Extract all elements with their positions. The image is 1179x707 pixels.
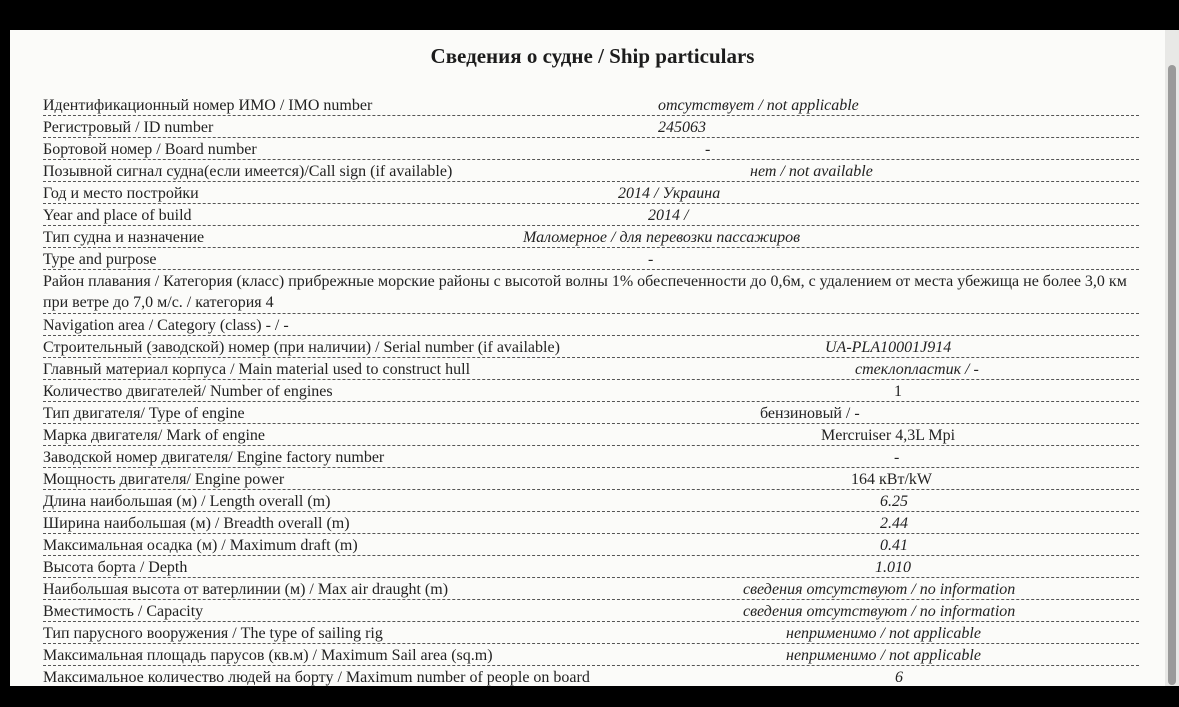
row-label: Высота борта / Depth: [43, 559, 188, 576]
row-year-place-en: [43, 203, 1139, 226]
row-value: -: [648, 251, 654, 268]
row-type-purpose-en: [43, 247, 1139, 270]
row-value: нет / not available: [750, 163, 873, 180]
row-value: отсутствует / not applicable: [658, 97, 859, 114]
row-value: сведения отсутствуют / no information: [743, 603, 1016, 620]
row-air-draught: [43, 577, 1139, 600]
row-label: Длина наибольшая (м) / Length overall (m): [43, 493, 331, 510]
row-label: Мощность двигателя/ Engine power: [43, 471, 285, 488]
row-breadth-overall: [43, 511, 1139, 534]
row-id-number: [43, 115, 1139, 138]
row-navigation-area-en: [43, 313, 1139, 336]
row-value: бензиновый / -: [760, 405, 860, 422]
row-year-place-ru: [43, 181, 1139, 204]
row-label: Тип парусного вооружения / The type of sailing rig: [43, 625, 383, 642]
row-imo: [43, 93, 1139, 116]
row-label: Максимальное количество людей на борту / Maximum number of people on board: [43, 669, 590, 686]
row-value: 1: [894, 383, 902, 400]
row-engine-factory-number: [43, 445, 1139, 468]
row-label: Максимальная площадь парусов (кв.м) / Maximum Sail area (sq.m): [43, 647, 493, 664]
row-sailing-rig: [43, 621, 1139, 644]
row-label: Ширина наибольшая (м) / Breadth overall (m): [43, 515, 350, 532]
row-board-number: [43, 137, 1139, 160]
row-label: Navigation area / Category (class) - / -: [43, 317, 289, 334]
row-label: Марка двигателя/ Mark of engine: [43, 427, 265, 444]
row-value: неприменимо / not applicable: [786, 647, 981, 664]
page-title: Сведения о судне / Ship particulars: [430, 44, 755, 68]
row-sail-area: [43, 643, 1139, 666]
row-label: Year and place of build: [43, 207, 192, 224]
row-serial-number: [43, 335, 1139, 358]
row-label: Type and purpose: [43, 251, 157, 268]
row-maximum-draft: [43, 533, 1139, 556]
row-value: 0.41: [880, 537, 908, 554]
row-value: 164 кВт/kW: [851, 471, 932, 488]
document-page: [10, 30, 1175, 686]
row-label: Год и место постройки: [43, 185, 199, 202]
row-label: Идентификационный номер ИМО / IMO number: [43, 97, 373, 114]
row-value: неприменимо / not applicable: [786, 625, 981, 642]
row-type-purpose-ru: [43, 225, 1139, 248]
row-value: 1.010: [875, 559, 911, 576]
row-label: Тип двигателя/ Type of engine: [43, 405, 245, 422]
row-value: -: [894, 449, 900, 466]
row-depth: [43, 555, 1139, 578]
row-label: Количество двигателей/ Number of engines: [43, 383, 333, 400]
row-capacity: [43, 599, 1139, 622]
row-value: Mercruiser 4,3L Mpi: [821, 427, 956, 444]
row-label: Вместимость / Capacity: [43, 603, 204, 620]
row-value: сведения отсутствуют / no information: [743, 581, 1016, 598]
row-label: Регистровый / ID number: [43, 119, 214, 136]
row-label: Бортовой номер / Board number: [43, 141, 257, 158]
row-call-sign: [43, 159, 1139, 182]
row-value: 6.25: [880, 493, 908, 510]
row-value: -: [705, 141, 711, 158]
row-value: Маломерное / для перевозки пассажиров: [523, 229, 801, 246]
row-engine-mark: [43, 423, 1139, 446]
row-value: 2014 /: [648, 207, 689, 224]
row-label: Тип судна и назначение: [43, 229, 205, 246]
row-label: Позывной сигнал судна(если имеется)/Call sign (if available): [43, 163, 453, 180]
row-label: Строительный (заводской) номер (при наличии) / Serial number (if available): [43, 339, 560, 356]
row-label: Главный материал корпуса / Main material used to construct hull: [43, 361, 471, 378]
row-engine-type: [43, 401, 1139, 424]
row-engine-power: [43, 467, 1139, 490]
row-value: 2014 / Украина: [618, 185, 721, 202]
row-number-of-engines: [43, 379, 1139, 402]
row-value: 6: [895, 669, 903, 686]
row-value: стеклопластик / -: [855, 361, 979, 378]
row-length-overall: [43, 489, 1139, 512]
row-label: Максимальная осадка (м) / Maximum draft (m): [43, 537, 358, 554]
row-value: 245063: [658, 119, 706, 136]
row-hull-material: [43, 357, 1139, 380]
row-label: Район плавания / Категория (класс) прибрежные морские районы с высотой волны 1% обеспеченности до 0,6м, с удалением от места убежища не более 3,0 км при ветре до 7,0 м/с. / категория 4: [43, 273, 1127, 311]
row-value: UA-PLA10001J914: [825, 339, 952, 356]
scrollbar-thumb[interactable]: [1168, 65, 1176, 685]
row-label: Заводской номер двигателя/ Engine factory number: [43, 449, 385, 466]
row-label: Наибольшая высота от ватерлинии (м) / Max air draught (m): [43, 581, 449, 598]
row-navigation-area-ru: [43, 269, 1139, 314]
row-value: 2.44: [880, 515, 908, 532]
row-max-people: [43, 665, 1139, 686]
